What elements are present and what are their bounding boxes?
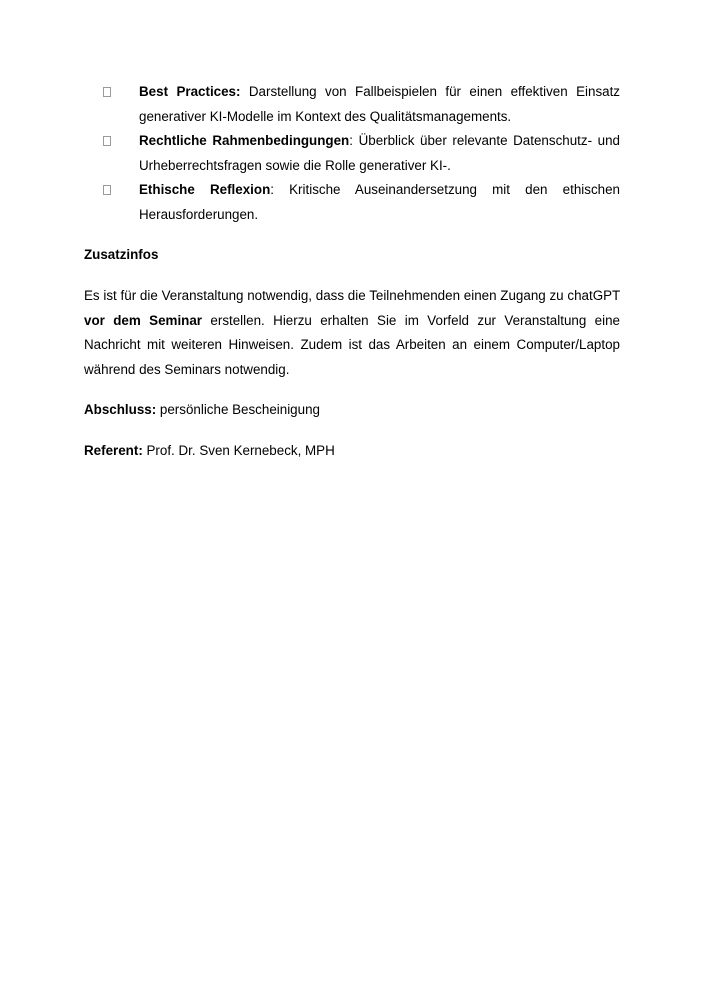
abschluss-line bbox=[84, 400, 320, 420]
bullet-item-ethische-reflexion bbox=[84, 178, 620, 227]
zusatzinfos-text-bold: vor dem Seminar bbox=[84, 312, 203, 328]
abschluss-label: Abschluss: bbox=[84, 402, 157, 417]
referent-line bbox=[84, 441, 335, 461]
zusatzinfos-text-after: erstellen. Hierzu erhalten Sie im Vorfeld zur Veranstaltung eine Nachricht mit weiteren Hinweisen. Zudem ist das Arbeiten an einem Computer/Laptop während des Seminars notwendig. bbox=[84, 312, 620, 377]
zusatzinfos-paragraph bbox=[84, 284, 620, 382]
bullet-text: Darstellung von Fallbeispielen für einen effektiven Einsatz generativer KI-Modelle im Kontext des Qualitätsmanagements. bbox=[139, 84, 620, 124]
bullet-box-icon bbox=[103, 87, 111, 97]
zusatzinfos-text-before: Es ist für die Veranstaltung notwendig, dass die Teilnehmenden einen Zugang zu chatGPT bbox=[84, 288, 620, 303]
bullet-title: Best Practices: bbox=[139, 84, 241, 99]
bullet-text: : Überblick über relevante Datenschutz- und Urheberrechtsfragen sowie die Rolle generativer KI-. bbox=[139, 133, 620, 173]
referent-value: Prof. Dr. Sven Kernebeck, MPH bbox=[142, 443, 335, 458]
topic-bullet-list bbox=[84, 80, 620, 227]
bullet-text: : Kritische Auseinandersetzung mit den ethischen Herausforderungen. bbox=[139, 182, 620, 222]
bullet-box-icon bbox=[103, 136, 111, 146]
bullet-title: Rechtliche Rahmenbedingungen bbox=[139, 133, 350, 148]
bullet-box-icon bbox=[103, 185, 111, 195]
zusatzinfos-heading: Zusatzinfos bbox=[84, 247, 159, 262]
bullet-item-rechtliche-rahmenbedingungen bbox=[84, 129, 620, 178]
bullet-title: Ethische Reflexion bbox=[139, 182, 271, 197]
abschluss-value: persönliche Bescheinigung bbox=[156, 402, 320, 417]
referent-label: Referent: bbox=[84, 443, 143, 458]
bullet-item-best-practices bbox=[84, 80, 620, 129]
